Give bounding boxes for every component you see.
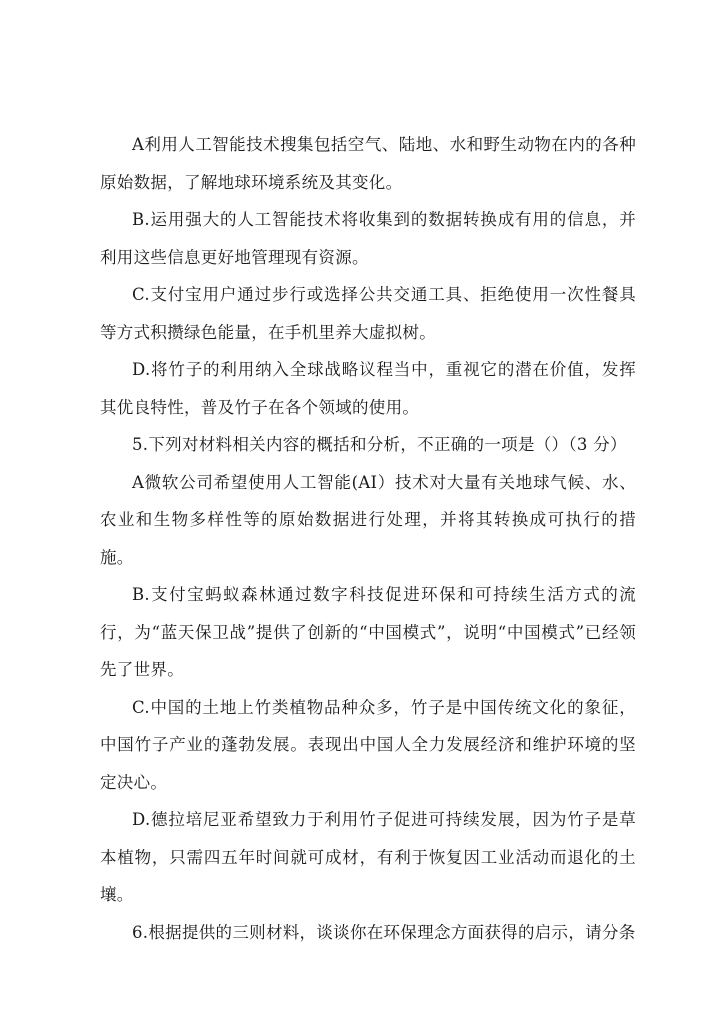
option-b-paragraph: B.运用强大的人工智能技术将收集到的数据转换成有用的信息，并利用这些信息更好地管理现有资源。 (100, 210, 636, 267)
question-5-option-c: C.中国的土地上竹类植物品种众多，竹子是中国传统文化的象征，中国竹子产业的蓬勃发展。表现出中国人全力发展经济和维护环境的坚定决心。 (100, 697, 636, 792)
option-c-paragraph: C.支付宝用户通过步行或选择公共交通工具、拒绝使用一次性餐具等方式积攒绿色能量，在手机里养大虚拟树。 (100, 285, 636, 342)
question-5-option-b: B.支付宝蚂蚁森林通过数字科技促进环保和可持续生活方式的流行，为“蓝天保卫战”提供了创新的“中国模式”，说明“中国模式”已经领先了世界。 (100, 585, 636, 679)
question-5-option-a: A微软公司希望使用人工智能(AI）技术对大量有关地球气候、水、农业和生物多样性等的原始数据进行处理，并将其转换成可执行的措施。 (100, 472, 636, 567)
question-5-stem: 5.下列对材料相关内容的概括和分析，不正确的一项是（）（3 分） (132, 435, 627, 454)
question-6-stem: 6.根据提供的三则材料，谈谈你在环保理念方面获得的启示，请分条 (132, 922, 636, 942)
option-d-paragraph: D.将竹子的利用纳入全球战略议程当中，重视它的潜在价值，发挥其优良特性，普及竹子在各个领域的使用。 (100, 360, 636, 417)
option-a-paragraph: A利用人工智能技术搜集包括空气、陆地、水和野生动物在内的各种原始数据，了解地球环境系统及其变化。 (100, 135, 636, 192)
document-body (100, 126, 636, 951)
question-5-option-d: D.德拉培尼亚希望致力于利用竹子促进可持续发展，因为竹子是草本植物，只需四五年时间就可成材，有利于恢复因工业活动而退化的土壤。 (100, 810, 636, 904)
